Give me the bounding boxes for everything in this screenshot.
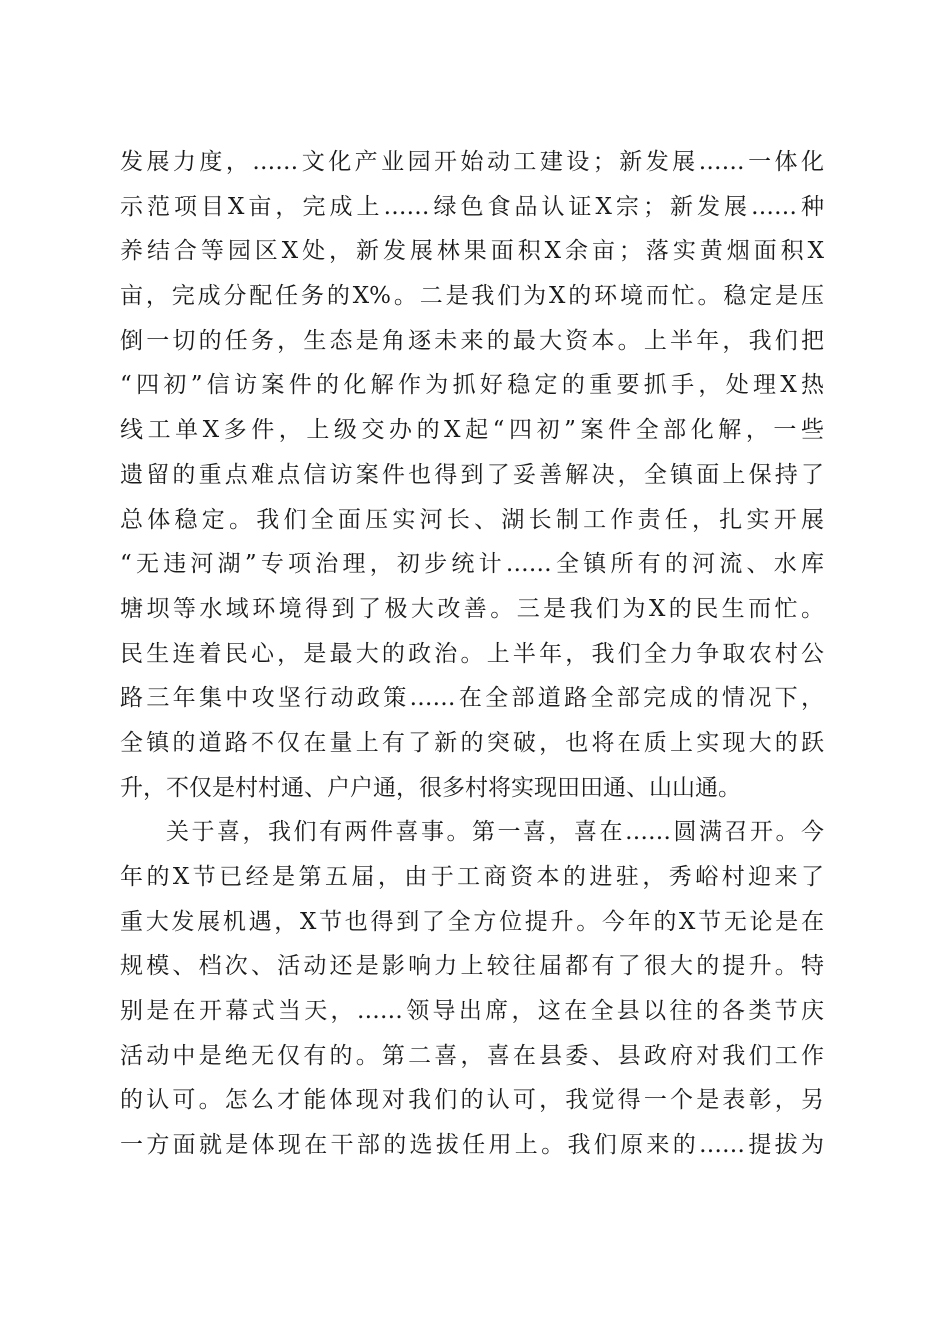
- text-line: 线工单X多件，上级交办的X起“四初”案件全部化解，一些: [120, 417, 824, 444]
- text-line: 路三年集中攻坚行动政策……在全部道路全部完成的情况下，: [120, 685, 824, 712]
- text-line: 全镇的道路不仅在量上有了新的突破，也将在质上实现大的跃: [120, 729, 824, 756]
- text-line: 塘坝等水域环境得到了极大改善。三是我们为X的民生而忙。: [120, 595, 824, 622]
- text-line: 的认可。怎么才能体现对我们的认可，我觉得一个是表彰，另: [120, 1087, 824, 1114]
- text-line: 活动中是绝无仅有的。第二喜，喜在县委、县政府对我们工作: [120, 1042, 824, 1069]
- text-line: 年的X节已经是第五届，由于工商资本的进驻，秀峪村迎来了: [120, 864, 824, 890]
- paragraph-start-line: 关于喜，我们有两件喜事。第一喜，喜在……圆满召开。今: [166, 819, 824, 846]
- text-line: 规模、档次、活动还是影响力上较往届都有了很大的提升。特: [120, 953, 824, 980]
- body-text: [120, 140, 824, 1168]
- paragraph-end-line: 升，不仅是村村通、户户通，很多村将实现田田通、山山通。: [120, 774, 741, 801]
- text-line: 亩，完成分配任务的X%。二是我们为X的环境而忙。稳定是压: [120, 283, 824, 310]
- text-line: 一方面就是体现在干部的选拔任用上。我们原来的……提拔为: [120, 1132, 824, 1159]
- text-line: 遗留的重点难点信访案件也得到了妥善解决，全镇面上保持了: [120, 461, 824, 488]
- text-line: 民生连着民心，是最大的政治。上半年，我们全力争取农村公: [120, 640, 824, 667]
- text-line: 倒一切的任务，生态是角逐未来的最大资本。上半年，我们把: [120, 327, 824, 354]
- text-line: 重大发展机遇，X节也得到了全方位提升。今年的X节无论是在: [120, 908, 824, 935]
- text-line: 示范项目X亩，完成上……绿色食品认证X宗；新发展……种: [120, 193, 824, 220]
- text-line: 养结合等园区X处，新发展林果面积X余亩；落实黄烟面积X: [120, 238, 824, 265]
- text-line: 别是在开幕式当天，……领导出席，这在全县以往的各类节庆: [120, 998, 824, 1025]
- text-line: 发展力度，……文化产业园开始动工建设；新发展……一体化: [120, 149, 824, 175]
- text-line: 总体稳定。我们全面压实河长、湖长制工作责任，扎实开展: [120, 506, 824, 533]
- text-line: “四初”信访案件的化解作为抓好稳定的重要抓手，处理X热: [120, 372, 824, 399]
- text-line: “无违河湖”专项治理，初步统计……全镇所有的河流、水库: [120, 551, 824, 578]
